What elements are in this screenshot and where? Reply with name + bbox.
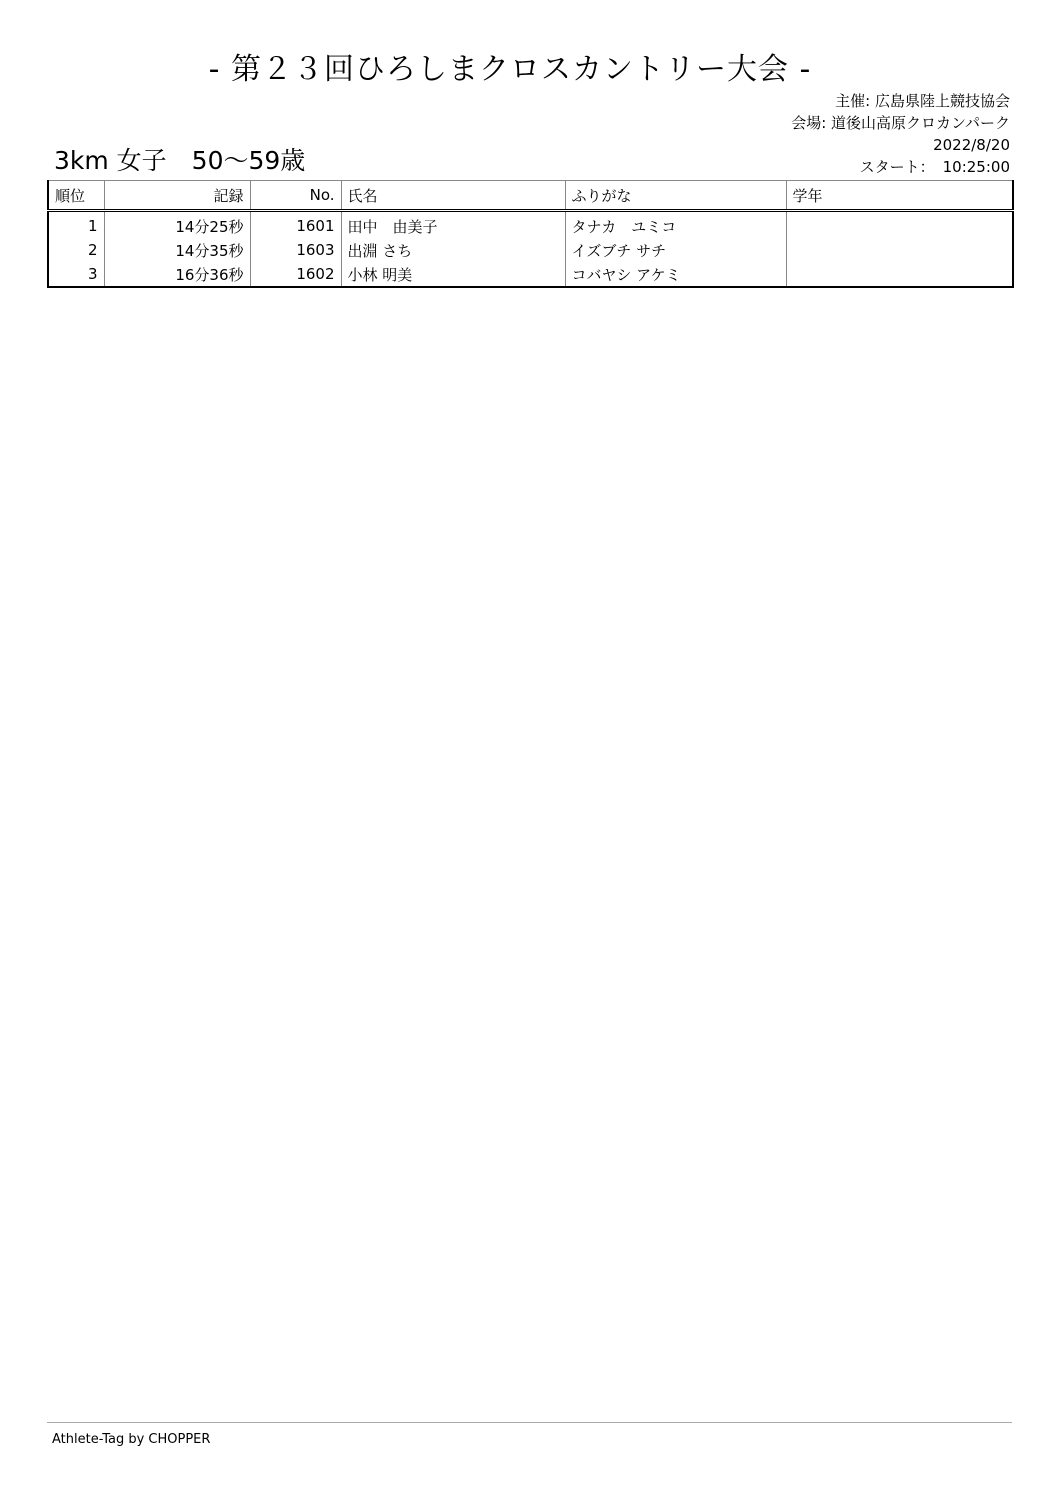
record-cell: 14分25秒 — [104, 211, 250, 239]
number-cell: 1602 — [250, 262, 341, 287]
event-meta — [791, 90, 1010, 178]
record-cell: 14分35秒 — [104, 238, 250, 262]
venue-text: 会場: 道後山高原クロカンパーク — [791, 114, 1010, 132]
document-title: - 第２３回ひろしまクロスカントリー大会 - — [208, 52, 812, 87]
table-row — [48, 211, 1013, 239]
number-cell: 1603 — [250, 238, 341, 262]
category-heading: 3km 女子 50〜59歳 — [54, 146, 306, 175]
name-cell: 出淵 さち — [341, 238, 565, 262]
furigana-cell: イズブチ サチ — [565, 238, 786, 262]
column-header-furigana: ふりがな — [565, 181, 786, 211]
name-cell: 小林 明美 — [341, 262, 565, 287]
column-header-record: 記録 — [104, 181, 250, 211]
event-date: 2022/8/20 — [933, 136, 1010, 154]
table-header-row — [48, 181, 1013, 211]
results-table — [47, 180, 1014, 288]
table-row — [48, 262, 1013, 287]
rank-cell: 3 — [48, 262, 104, 287]
organizer-text: 主催: 広島県陸上競技協会 — [835, 92, 1010, 110]
table-row — [48, 238, 1013, 262]
grade-cell — [786, 262, 1013, 287]
furigana-cell: タナカ ユミコ — [565, 211, 786, 239]
number-cell: 1601 — [250, 211, 341, 239]
name-cell: 田中 由美子 — [341, 211, 565, 239]
start-label: スタート： — [859, 158, 935, 176]
column-header-number: No. — [250, 181, 341, 211]
column-header-name: 氏名 — [341, 181, 565, 211]
grade-cell — [786, 238, 1013, 262]
column-header-grade: 学年 — [786, 181, 1013, 211]
rank-cell: 1 — [48, 211, 104, 239]
start-time: 10:25:00 — [942, 158, 1010, 176]
rank-cell: 2 — [48, 238, 104, 262]
footer-divider — [47, 1422, 1012, 1423]
furigana-cell: コバヤシ アケミ — [565, 262, 786, 287]
column-header-rank: 順位 — [48, 181, 104, 211]
record-cell: 16分36秒 — [104, 262, 250, 287]
footer-credit: Athlete-Tag by CHOPPER — [52, 1432, 211, 1447]
start-time-line — [791, 156, 1010, 178]
grade-cell — [786, 211, 1013, 239]
